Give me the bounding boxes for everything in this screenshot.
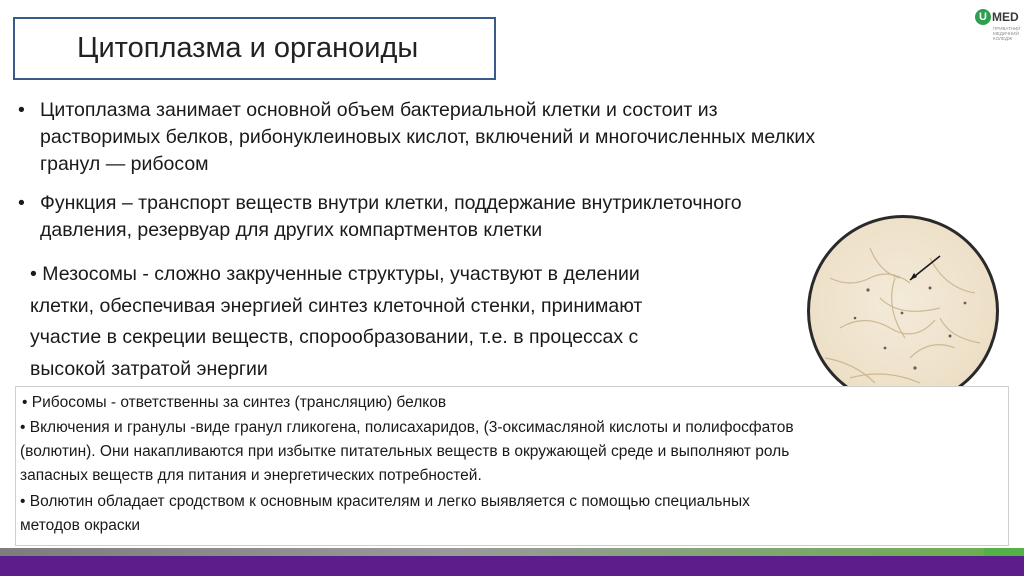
note-ribosomes — [22, 391, 446, 415]
bullet-line: клетки, обеспечивая энергией синтез клеточной стенки, принимают — [30, 294, 643, 317]
bullet-mesosomes — [30, 259, 642, 385]
bullet-icon: • — [18, 99, 25, 121]
bullet-line: Функция – транспорт веществ внутри клетки, поддержание внутриклеточного — [40, 192, 742, 214]
bullet-icon: • — [20, 493, 26, 510]
note-text: Включения и гранулы -виде гранул гликогена, полисахаридов, (3-оксимасляной кислоты и полифосфатов — [29, 419, 794, 436]
microscope-image — [807, 215, 999, 407]
microscope-texture — [810, 218, 999, 407]
bullet-icon: • — [18, 192, 25, 214]
bullet-function — [18, 190, 742, 244]
bullet-line: Цитоплазма занимает основной объем бактериальной клетки и состоит из — [40, 99, 718, 121]
bullet-line — [30, 259, 642, 291]
note-volutin — [20, 490, 750, 538]
bullet-cytoplasm — [18, 97, 816, 178]
bullet-line: гранул — рибосом — [40, 153, 209, 175]
notes-box — [15, 386, 1009, 546]
bullet-line: давления, резервуар для других компартментов клетки — [40, 219, 543, 241]
bullet-line: высокой затратой энергии — [30, 357, 268, 380]
slide-title: Цитоплазма и органоиды — [77, 32, 419, 64]
note-line — [20, 490, 750, 514]
logo-subtitle: ПРИВАТНИЙ МЕДИЧНИЙ КОЛЕДЖ — [993, 26, 1021, 41]
logo-mark-icon: U — [975, 9, 991, 25]
note-line: методов окраски — [20, 517, 141, 534]
footer-band-purple — [0, 556, 1024, 576]
bullet-text: Мезосомы - сложно закрученные структуры, участвуют в делении — [42, 263, 640, 285]
note-line: запасных веществ для питания и энергетических потребностей. — [20, 467, 482, 484]
umed-logo — [975, 9, 1021, 59]
note-line — [20, 416, 794, 440]
bullet-line: растворимых белков, рибонуклеиновых кислот, включений и многочисленных мелких — [40, 126, 816, 148]
bullet-icon: • — [20, 419, 26, 436]
logo-brand: MED — [992, 10, 1019, 24]
title-box — [13, 17, 496, 80]
footer-stripe-gray — [0, 548, 1024, 556]
note-inclusions — [20, 416, 794, 488]
bullet-icon: • — [30, 263, 37, 285]
footer-stripe-green — [984, 548, 1024, 556]
bullet-icon: • — [22, 394, 28, 411]
note-text: Волютин обладает сродством к основным красителям и легко выявляется с помощью специальных — [25, 493, 750, 510]
bullet-line: участие в секреции веществ, спорообразовании, т.е. в процессах с — [30, 326, 639, 348]
note-line: (волютин). Они накапливаются при избытке питательных веществ в окружающей среде и выполняют роль — [20, 443, 790, 460]
note-text: Рибосомы - ответственны за синтез (трансляцию) белков — [31, 394, 447, 411]
